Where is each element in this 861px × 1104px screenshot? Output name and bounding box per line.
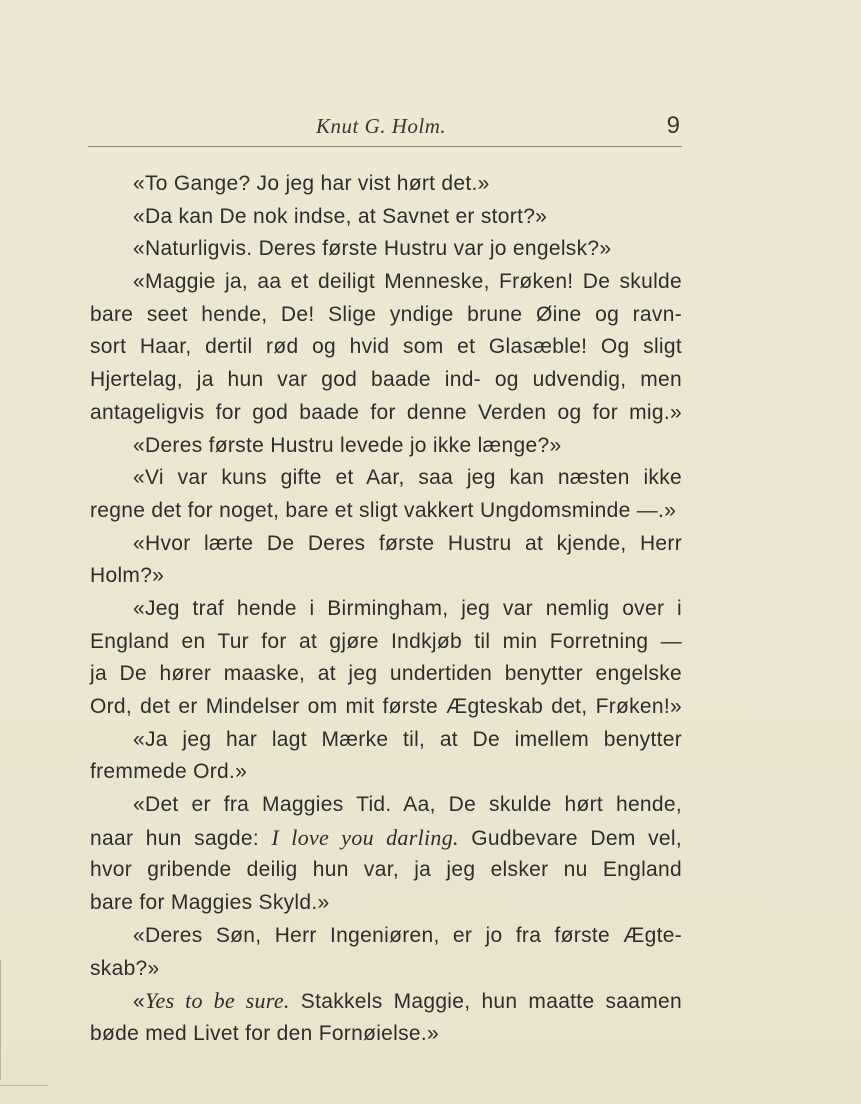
text-line: Ord, det er Mindelser om mit første Ægteskab det, Frøken!» bbox=[90, 695, 682, 718]
body-text bbox=[90, 168, 682, 1051]
header-rule bbox=[88, 146, 682, 147]
page-header bbox=[88, 112, 682, 142]
text-run: naar hun sagde: bbox=[90, 826, 272, 850]
text-line: hvor gribende deilig hun var, ja jeg elsker nu England bbox=[90, 858, 682, 882]
text-line: England en Tur for at gjøre Indkjøb til min Forretning — bbox=[90, 629, 682, 653]
text-line: «Vi var kuns gifte et Aar, saa jeg kan næsten ikke bbox=[133, 466, 682, 490]
text-line: Hjertelag, ja hun var god baade ind- og udvendig, men bbox=[90, 368, 682, 392]
text-run: Gudbevare Dem vel, bbox=[458, 826, 682, 850]
text-line: «To Gange? Jo jeg har vist hørt det.» bbox=[133, 172, 490, 195]
text-line: ja De hører maaske, at jeg undertiden benytter engelske bbox=[90, 662, 682, 686]
text-line-mixed bbox=[90, 822, 682, 855]
text-line: bare for Maggies Skyld.» bbox=[90, 891, 330, 915]
running-title: Knut G. Holm. bbox=[316, 114, 447, 138]
text-line: fremmede Ord.» bbox=[90, 760, 248, 784]
italic-phrase: I love you darling. bbox=[271, 824, 459, 850]
text-line: bare seet hende, De! Slige yndige brune Øine og ravn- bbox=[90, 302, 682, 326]
text-line: bøde med Livet for den Fornøielse.» bbox=[90, 1021, 440, 1045]
text-line: skab?» bbox=[90, 956, 160, 980]
text-line: sort Haar, dertil rød og hvid som et Glasæble! Og sligt bbox=[90, 335, 682, 359]
text-line: «Ja jeg har lagt Mærke til, at De imellem benytter bbox=[133, 727, 682, 751]
text-line: «Jeg traf hende i Birmingham, jeg var nemlig over i bbox=[133, 596, 682, 620]
text-line: «Hvor lærte De Deres første Hustru at kjende, Herr bbox=[133, 531, 682, 555]
text-line: regne det for noget, bare et sligt vakkert Ungdomsminde —.» bbox=[90, 498, 677, 522]
page-number: 9 bbox=[666, 112, 680, 139]
italic-phrase: Yes to be sure. bbox=[144, 988, 290, 1014]
text-line: «Deres Søn, Herr Ingeniøren, er jo fra første Ægte- bbox=[133, 923, 682, 947]
text-line: «Det er fra Maggies Tid. Aa, De skulde hørt hende, bbox=[133, 793, 682, 817]
text-run: Stakkels Maggie, hun maatte saamen bbox=[289, 990, 682, 1014]
text-line: «Deres første Hustru levede jo ikke længe?» bbox=[133, 433, 562, 457]
text-line: «Maggie ja, aa et deiligt Menneske, Frøken! De skulde bbox=[133, 270, 682, 294]
margin-mark bbox=[0, 960, 5, 1080]
text-line: «Da kan De nok indse, at Savnet er stort?» bbox=[133, 204, 548, 228]
text-line: Holm?» bbox=[90, 564, 165, 588]
text-line: «Naturligvis. Deres første Hustru var jo engelsk?» bbox=[133, 237, 612, 261]
text-line-mixed bbox=[90, 985, 682, 1018]
text-run: « bbox=[133, 990, 145, 1014]
text-line: antageligvis for god baade for denne Verden og for mig.» bbox=[90, 400, 682, 424]
corner-mark bbox=[0, 1085, 48, 1086]
